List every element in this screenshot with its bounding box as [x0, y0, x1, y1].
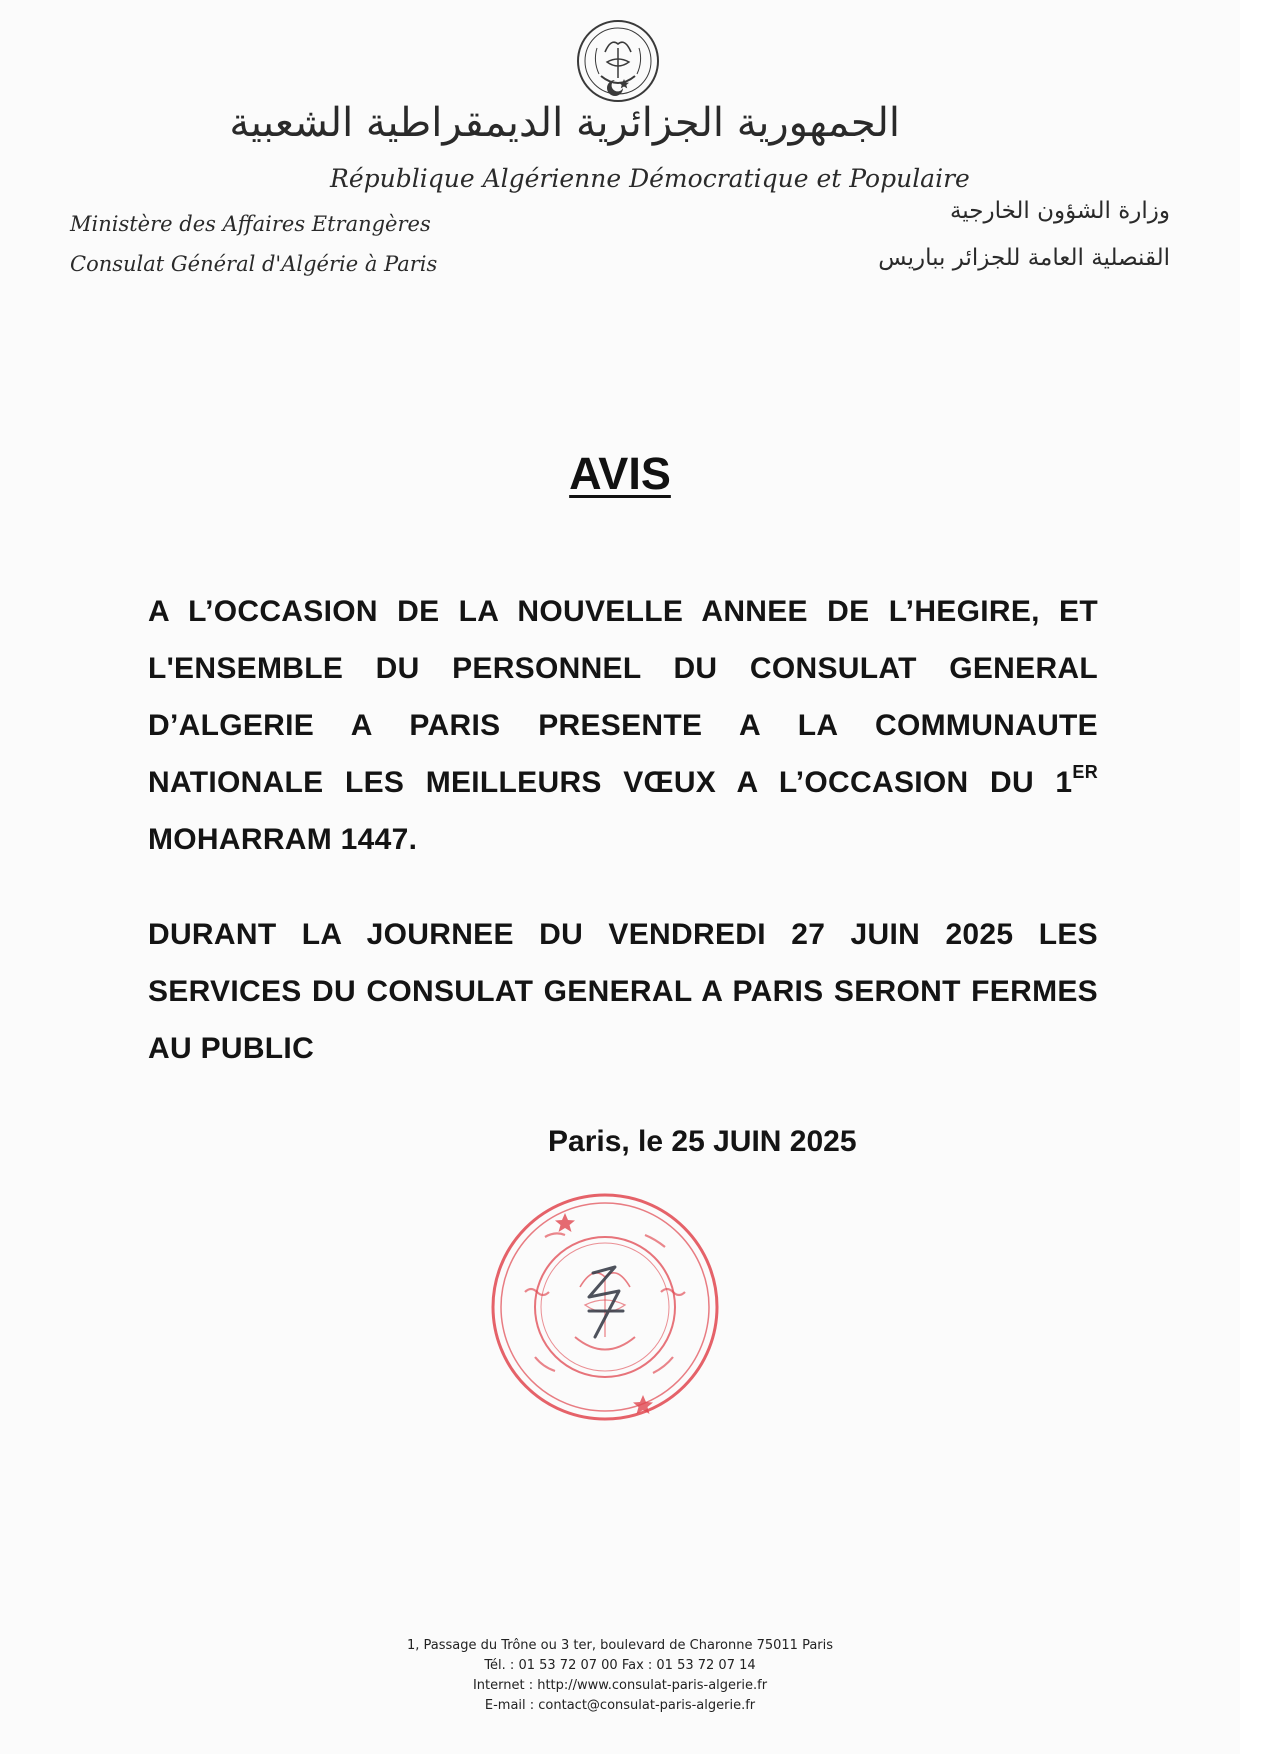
scan-margin — [1240, 0, 1275, 1754]
ministry-name-french: Ministère des Affaires Etrangères — [70, 212, 431, 236]
ordinal-superscript: ER — [1072, 762, 1098, 782]
notice-title: AVIS — [569, 448, 671, 499]
greetings-text-end: MOHARRAM 1447. — [148, 823, 418, 856]
notice-paragraph-closure: DURANT LA JOURNEE DU VENDREDI 27 JUIN 2025 LES SERVICES DU CONSULAT GENERAL A PARIS SERONT FERMES AU PUBLIC — [148, 918, 1098, 1065]
place-and-date: Paris, le 25 JUIN 2025 — [548, 1125, 857, 1158]
republic-name-french: République Algérienne Démocratique et Populaire — [330, 164, 970, 193]
consulate-stamp-icon — [485, 1187, 725, 1427]
ministry-name-arabic: وزارة الشؤون الخارجية — [949, 198, 1170, 224]
notice-paragraph-greetings — [148, 583, 1098, 868]
footer-email: E-mail : contact@consulat-paris-algerie.fr — [484, 1698, 756, 1713]
footer-phone-fax: Tél. : 01 53 72 07 00 Fax : 01 53 72 07 14 — [484, 1658, 756, 1673]
republic-name-arabic: الجمهورية الجزائرية الديمقراطية الشعبية — [229, 100, 900, 146]
greetings-text: A L’OCCASION DE LA NOUVELLE ANNEE DE L’HEGIRE, ET L'ENSEMBLE DU PERSONNEL DU CONSULAT GENERAL D’ALGERIE A PARIS PRESENTE A LA COMMUNAUTE NATIONALE LES MEILLEURS VŒUX A L’OCCASION DU 1 — [148, 595, 1098, 799]
consulate-name-arabic: القنصلية العامة للجزائر بباريس — [878, 245, 1170, 271]
footer-contact — [330, 1636, 910, 1716]
algerian-emblem-icon — [575, 18, 661, 104]
footer-address: 1, Passage du Trône ou 3 ter, boulevard de Charonne 75011 Paris — [406, 1638, 834, 1653]
footer-internet: Internet : http://www.consulat-paris-algerie.fr — [472, 1678, 768, 1693]
consulate-name-french: Consulat Général d'Algérie à Paris — [70, 252, 438, 276]
